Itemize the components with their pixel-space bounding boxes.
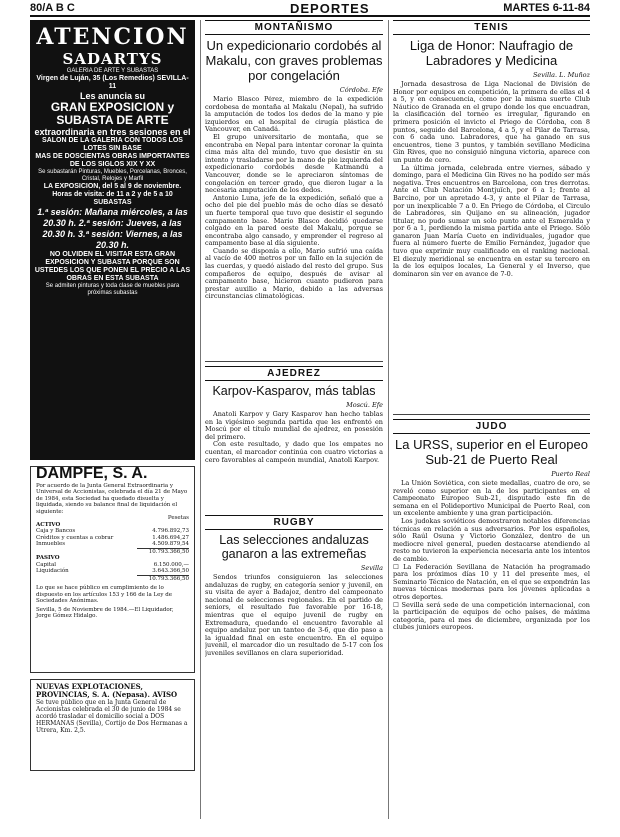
headline-tenis: Liga de Honor: Naufragio de Labradores y Medicina — [409, 38, 574, 68]
byline: Sevilla. L. Muñoz — [532, 71, 590, 79]
kicker-montanismo: MONTAÑISMO — [205, 20, 383, 35]
ad-address: Virgen de Luján, 35 (Los Remedios) SEVILLA-11 — [36, 75, 189, 90]
article-divider — [393, 414, 590, 415]
column-divider — [388, 20, 389, 819]
ad-venue: SALON DE LA GALERIA CON TODOS LOS LOTES SIN BASE — [42, 137, 183, 152]
ad-items: Se subastarán Pinturas, Muebles, Porcelanas, Bronces, Cristal, Relojes y Marfil — [38, 169, 187, 182]
total-row: 10.793.366,50 — [36, 548, 189, 555]
table-row: Créditos y cuentas a cobrar 1.486.694,27 — [36, 534, 189, 541]
currency-label: Pesetas — [167, 515, 189, 521]
notice-closing: Lo que se hace público en cumplimiento de lo dispuesto en los artículos 153 y 166 de la Ley de Sociedades Anónimas. — [36, 585, 173, 604]
byline: Córdoba. Efe — [339, 86, 383, 94]
ad-schedule: LA EXPOSICION, del 5 al 9 de noviembre. Horas de visita: de 11 a 2 y de 5 a 10 — [43, 183, 182, 198]
notice-intro: Por acuerdo de la Junta General Extraordinaria y Universal de Accionistas, celebrada el día 21 de Mayo de 1984, esta Sociedad ha quedado disuelta y liquidada, siendo su balance final de liquidación el siguiente: — [36, 482, 188, 515]
page-header — [30, 0, 590, 16]
table-row: Capital 6.150.000,— — [36, 561, 189, 568]
article-body: La Unión Soviética, con siete medallas, cuatro de oro, se reveló como superior en la de los participantes en el Campeonato Europeo Sub-21, disputado este fin de semana en el Polideportivo Municipal de Puerto Real, con un excelente ambiente y una gran participación. Los judokas soviéticos demostraron notables diferencias técnicas en relación a sus adversarios. Por los españoles, sólo Raúl Osuna y Victorio González, dentro de un mediocre nivel general, pueden destacarse atendiendo al resto no tuvieron la experiencia necesaria ante los intentos de cambio. ☐ La Federación Sevillana de Natación ha programado para los próximos días 10 y 11 del presente mes, el Seminario Técnico de Natación, en el que se expondrán las nuevas técnicas modernas para los jóvenes aplicadas a otros deportes. ☐ Sevilla será sede de una competición internacional, con la participación de equipos de ocho países, de máxima categoría, para el mes de diciembre, organizada por los clubes juniors europeos. — [393, 480, 590, 632]
right-column — [393, 20, 590, 819]
nepasa-notice — [30, 679, 195, 771]
kicker-judo: JUDO — [393, 419, 590, 434]
notice-title: NUEVAS EXPLOTACIONES, PROVINCIAS, S. A. (Nepasa). AVISO — [36, 682, 178, 699]
headline-judo: La URSS, superior en el Europeo Sub-21 de Puerto Real — [395, 437, 588, 467]
ad-sessions: 1.ª sesión: Mañana miércoles, a las 20.30 h. 2.ª sesión: Jueves, a las 20.30 h. 3.ª sesión: Viernes, a las 20.30 h. — [37, 207, 188, 250]
gallery-advert — [30, 20, 195, 460]
middle-column — [205, 20, 383, 819]
byline: Moscú. Efe — [346, 401, 383, 409]
ad-subastas-label: SUBASTAS — [93, 199, 132, 206]
ad-title: ATENCION — [36, 24, 189, 50]
table-row: Liquidación 3.643.366,50 — [36, 568, 189, 575]
total-row: 10.793.366,50 — [36, 575, 189, 582]
activo-label: ACTIVO — [36, 521, 61, 528]
ad-subtitle: GALERIA DE ARTE Y SUBASTAS — [66, 68, 159, 74]
ad-description: extraordinaria en tres sesiones en el — [34, 127, 191, 137]
article-body: Anatoli Karpov y Gary Kasparov han hecho tablas en la vigésimo segunda partida que les enfrentó en Moscú por el título mundial de ajedrez, en posesión del primero. Con este resultado, y dado que los empates no cuentan, el marcador continúa con cuatro victorias a cero favorables al campeón mundial, Anatoli Karpov. — [205, 411, 383, 464]
article-body: Jornada desastrosa de Liga Nacional de División de Honor por equipos en competición, la primera de ellas el 4 a 5, y en consecuencia, como por la misma suerte Club Náutico de Granada en el grupo donde los que encuadran, la clasificación del torneo es irregular, figurando en primera posición el invicto el Priego de Córdoba, con 8 puntos, seguido del Barcelona, 4 a 5, y el Pilar de Tarrasa, con 6 cada uno. Labradores, que ha ganado en sus encuentros, tiene 3 puntos, y también sevillano Medicina Gin Rives, que no consiguió ninguna victoria, aparece con un punto de cero. La última jornada, celebrada entre viernes, sábado y domingo, para el Medicina Gin Rives no ha podido ser más negativa. Tres encuentros en Barcelona, con tres derrotas. Ante el Club Natación Montjuïch, por 6 a 1; frente al Barcino, por un apretado 4-3, y ante el Pilar de Tarrasa, por un inexplicable 7 a 0. En Priego de Córdoba, el Circulo de Labradores, sin Quijano en su alineación, jugador titular, no pudo sumar un solo punto ante el Esmeralda y por 6 a 1, perdiendo la misma partida ante el Priego. Sólo ganaron Juan María Cueto en individuales, jugador que fuera al número fuerte de Emilio Fernández, jugador que tuvo que exprimir muy cualificado en el ranking nacional. El diezuly meridional se encuentra en estar su tercero en la de los equipos locales, La General y el Inverso, que dominaron sin ver en avance de 7-0. — [393, 81, 590, 278]
ad-lots: MAS DE DOSCIENTAS OBRAS IMPORTANTES DE LOS SIGLOS XIX Y XX — [35, 153, 190, 168]
header-rule — [30, 15, 590, 17]
kicker-ajedrez: AJEDREZ — [205, 366, 383, 381]
byline: Puerto Real — [551, 470, 590, 478]
checkbox-item: ☐ La Federación Sevillana de Natación ha programado para los próximos días 10 y 11 del presente mes, el Seminario Técnico de Natación, en el que se expondrán las nuevas técnicas modernas para los jóvenes aplicadas a otros deportes. — [393, 562, 590, 601]
balance-table — [36, 515, 189, 582]
ad-brand: SADARTYS — [62, 50, 163, 68]
ads-column — [30, 20, 195, 819]
ad-big-line: SUBASTA DE ARTE — [56, 113, 169, 127]
byline: Sevilla — [360, 564, 383, 572]
kicker-rugby: RUGBY — [205, 515, 383, 530]
article-body: Sendos triunfos consiguieron las selecciones andaluzas de rugby, en categoría senior y juvenil, en su visita de ayer a Badajoz, dentro del campeonato nacional de selecciones regionales. En el partido de seniors, el resultado fue favorable por 16-18, mientras que el equipo juvenil de rugby en Extremadura, quedando el encuentro favorable al equipo andaluz por un tanteo de 3-6, que dio paso a la igualdad final en este encuentro. En el equipo juvenil, el marcador dio un resultado de 5-17 con los juveniles sevillanos en clara superioridad. — [205, 574, 383, 657]
ad-big-line: GRAN EXPOSICION y — [50, 100, 175, 114]
notice-signature: Sevilla, 5 de Noviembre de 1984.—El Liquidador, Jorge Gómez Hidalgo. — [36, 606, 174, 619]
checkbox-item: ☐ Sevilla será sede de una competición internacional, con la participación de equipos de ocho países, de máxima categoría, para el mes de diciembre, organizada por los clubes juniors europeos. — [393, 600, 590, 632]
table-row: Caja y Bancos 4.796.892,73 — [36, 528, 189, 534]
pasivo-label: PASIVO — [36, 555, 60, 561]
issue-date: MARTES 6-11-84 — [503, 2, 590, 14]
article-body: Mario Blasco Pérez, miembro de la expedición cordobesa de montaña al Makalu (Nepal), ha sufrido la amputación de todos los dedos de la mano y pie izquierdos en el hospital de cirugía plástica de Vancouver, en Canadá. El grupo universitario de montaña, que se encontraba en Nepal para intentar coronar la quinta cima más alta del mundo, tuvo que desistir en su intento y trasladarse por la mano de pie izquierda del expedicionario cordobés desde Katmandú a Vancouver, donde se le apreciaron síntomas de congelación en tercer grado, que dieron lugar a la necesaria amputación de los dedos. Antonio Luna, jefe de la expedición, señaló que a ocho del pie del pueblo más de ocho días se desató un fuerte temporal que tuvo que desistir el segundo campamento base. Mario Blasco decidió quedarse colgado en la pared oeste del Makalu, porque se encontraba algo cansado, y emprender el regreso al campamento base al día siguiente. Cuando se disponía a ello, Mario sufrió una caída al vacío de 400 metros por un fallo en la sujeción de las cuerdas, y quedó aislado del resto del grupo. Sus compañeros de equipo, después de avisar al campamento base, hicieron cuanto pudieron para prestar auxilio a Mario, debido a las adversas circunstancias climatológicas. — [205, 96, 383, 301]
headline-ajedrez: Karpov-Kasparov, más tablas — [212, 384, 376, 398]
kicker-tenis: TENIS — [393, 20, 590, 35]
section-title: DEPORTES — [290, 1, 370, 16]
article-divider — [205, 361, 383, 362]
notice-title: DAMPFE, S. A. — [36, 466, 148, 482]
notice-text: Se tuve público que en la Junta General de Accionistas celebrada el 30 de junio de 1984 se acordó trasladar el domicilio social a DOS HERMANAS (Sevilla), Cortijo de Dos Hermanas a Utrera, Km. 2,5. — [36, 699, 188, 734]
headline-montanismo: Un expedicionario cordobés al Makalu, con graves problemas por congelación — [205, 38, 383, 83]
ad-announce: Les anuncia su — [79, 91, 146, 101]
column-divider — [200, 20, 201, 819]
table-row: Inmuebles 4.509.879,54 — [36, 541, 189, 548]
page-label: 80/A B C — [30, 2, 75, 14]
dampfe-notice — [30, 466, 195, 673]
ad-footer: Se admiten pinturas y toda clase de muebles para próximas subastas — [45, 283, 180, 296]
ad-notice: NO OLVIDEN EL VISITAR ESTA GRAN EXPOSICION Y SUBASTA PORQUE SON USTEDES LOS QUE PONEN EL PRECIO A LAS OBRAS EN ESTA SUBASTA — [34, 251, 191, 282]
headline-rugby: Las selecciones andaluzas ganaron a las extremeñas — [219, 533, 369, 561]
